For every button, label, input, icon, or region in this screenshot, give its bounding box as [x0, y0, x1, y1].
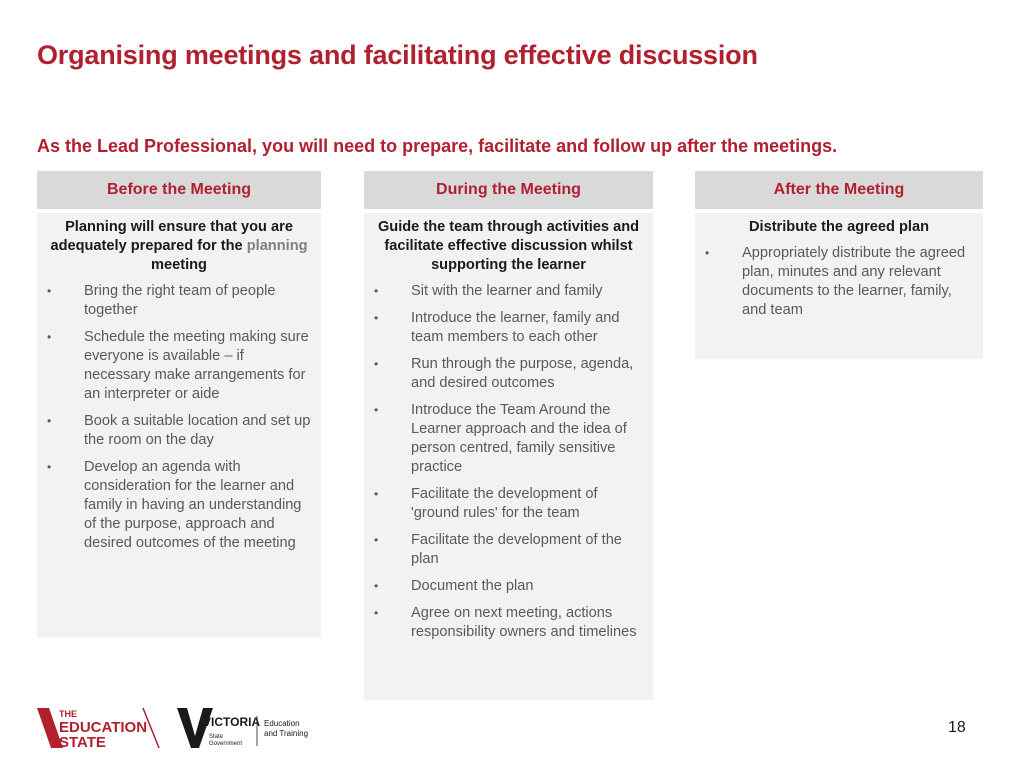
column-lead-before: Planning will ensure that you are adequately prepared for the planning meeting — [50, 219, 308, 273]
list-item: • Introduce the Team Around the Learner approach and the idea of person centred, family sensitive practice — [374, 402, 627, 475]
list-item: • Introduce the learner, family and team members to each other — [374, 310, 620, 345]
column-panel-after — [695, 213, 983, 359]
svg-text:Government: Government — [209, 741, 243, 747]
education-state-logo — [37, 706, 337, 750]
list-item: • Bring the right team of people together — [47, 283, 276, 318]
svg-text:EDUCATION: EDUCATION — [59, 719, 148, 736]
svg-text:VICTORIA: VICTORIA — [203, 715, 261, 729]
bullet-list-before — [47, 282, 311, 553]
bullet-list-after — [705, 244, 973, 320]
svg-text:State: State — [209, 734, 224, 740]
column-lead-after: Distribute the agreed plan — [748, 219, 930, 235]
list-item: • Schedule the meeting making sure everyone is available – if necessary make arrangements for an interpreter or aide — [47, 329, 309, 402]
column-heading-before: Before the Meeting — [37, 171, 321, 209]
svg-text:Education: Education — [264, 719, 300, 728]
list-item: • Appropriately distribute the agreed plan, minutes and any relevant documents to the learner, family, and team — [705, 245, 966, 318]
svg-text:and Training: and Training — [264, 729, 309, 738]
list-item: • Sit with the learner and family — [374, 283, 603, 299]
page-number: 18 — [948, 719, 966, 736]
slide-subtitle: As the Lead Professional, you will need to prepare, facilitate and follow up after the meetings. — [37, 136, 838, 156]
column-heading-after: After the Meeting — [695, 171, 983, 209]
list-item: • Agree on next meeting, actions responsibility owners and timelines — [374, 605, 637, 640]
list-item: • Run through the purpose, agenda, and desired outcomes — [374, 356, 634, 391]
bullet-list-during — [374, 282, 643, 642]
column-lead-during: Guide the team through activities and facilitate effective discussion whilst supporting the learner — [377, 219, 640, 273]
svg-text:STATE: STATE — [59, 734, 106, 750]
list-item: • Facilitate the development of 'ground rules' for the team — [374, 486, 598, 521]
list-item: • Develop an agenda with consideration for the learner and family in having an understanding of the purpose, approach and desired outcomes of the meeting — [47, 459, 302, 551]
svg-text:THE: THE — [59, 709, 77, 719]
footer-logos — [37, 706, 337, 750]
list-item: • Document the plan — [374, 578, 534, 594]
column-panel-before — [37, 213, 321, 637]
column-heading-during: During the Meeting — [364, 171, 653, 209]
list-item: • Book a suitable location and set up the room on the day — [47, 413, 311, 448]
slide-title: Organising meetings and facilitating effective discussion — [37, 40, 758, 70]
column-panel-during — [364, 213, 653, 700]
list-item: • Facilitate the development of the plan — [374, 532, 622, 567]
